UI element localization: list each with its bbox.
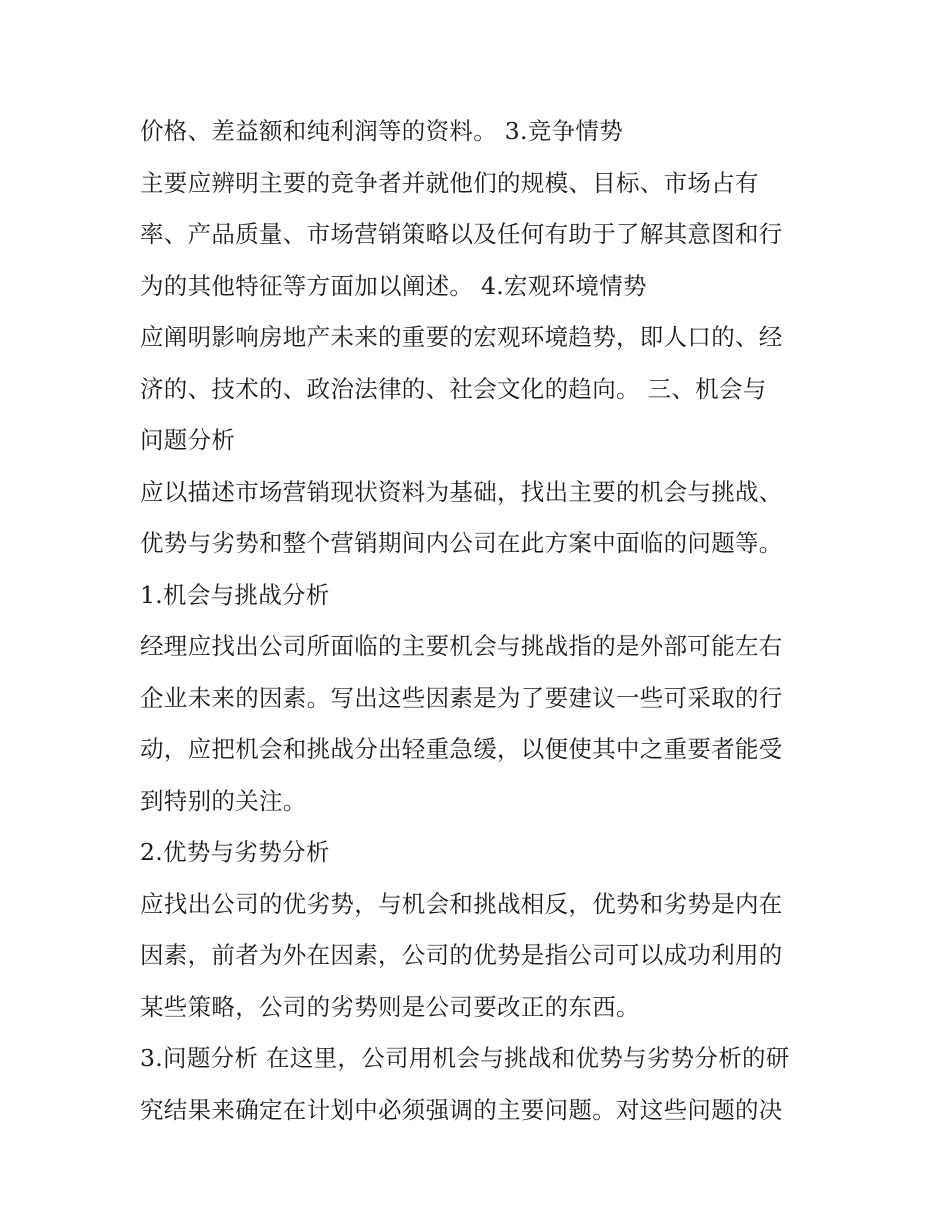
subsection-heading: 2.优势与劣势分析 [140,838,330,866]
text-line: 3.问题分析 在这里，公司用机会与挑战和优势与劣势分析的研 [140,1044,790,1072]
document-body [140,106,830,1136]
text-line: 经理应找出公司所面临的主要机会与挑战指的是外部可能左右 [140,632,783,660]
text-line: 主要应辨明主要的竞争者并就他们的规模、目标、市场占有 [140,168,759,197]
text-line: 企业未来的因素。写出这些因素是为了要建议一些可采取的行 [140,683,783,712]
section-heading: 问题分析 [140,426,236,454]
text-line: 某些策略，公司的劣势则是公司要改正的东西。 [140,992,640,1021]
text-line: 济的、技术的、政治法律的、社会文化的趋向。 三、机会与 [140,374,767,403]
text-line: 优势与劣势和整个营销期间内公司在此方案中面临的问题等。 [140,529,783,557]
text-line: 动，应把机会和挑战分出轻重急缓，以便使其中之重要者能受 [140,735,783,763]
text-line: 为的其他特征等方面加以阐述。 4.宏观环境情势 [140,271,647,300]
text-line: 应找出公司的优劣势，与机会和挑战相反，优势和劣势是内在 [140,889,783,918]
text-line: 应阐明影响房地产未来的重要的宏观环境趋势，即人口的、经 [140,323,783,351]
text-line: 到特别的关注。 [140,786,307,815]
subsection-heading: 1.机会与挑战分析 [140,580,330,609]
text-line: 价格、差益额和纯利润等的资料。 3.竞争情势 [140,117,623,145]
text-line: 因素，前者为外在因素，公司的优势是指公司可以成功利用的 [140,941,783,969]
text-line: 率、产品质量、市场营销策略以及任何有助于了解其意图和行 [140,220,783,248]
text-line: 究结果来确定在计划中必须强调的主要问题。对这些问题的决 [140,1095,783,1124]
text-line: 应以描述市场营销现状资料为基础，找出主要的机会与挑战、 [140,477,783,506]
